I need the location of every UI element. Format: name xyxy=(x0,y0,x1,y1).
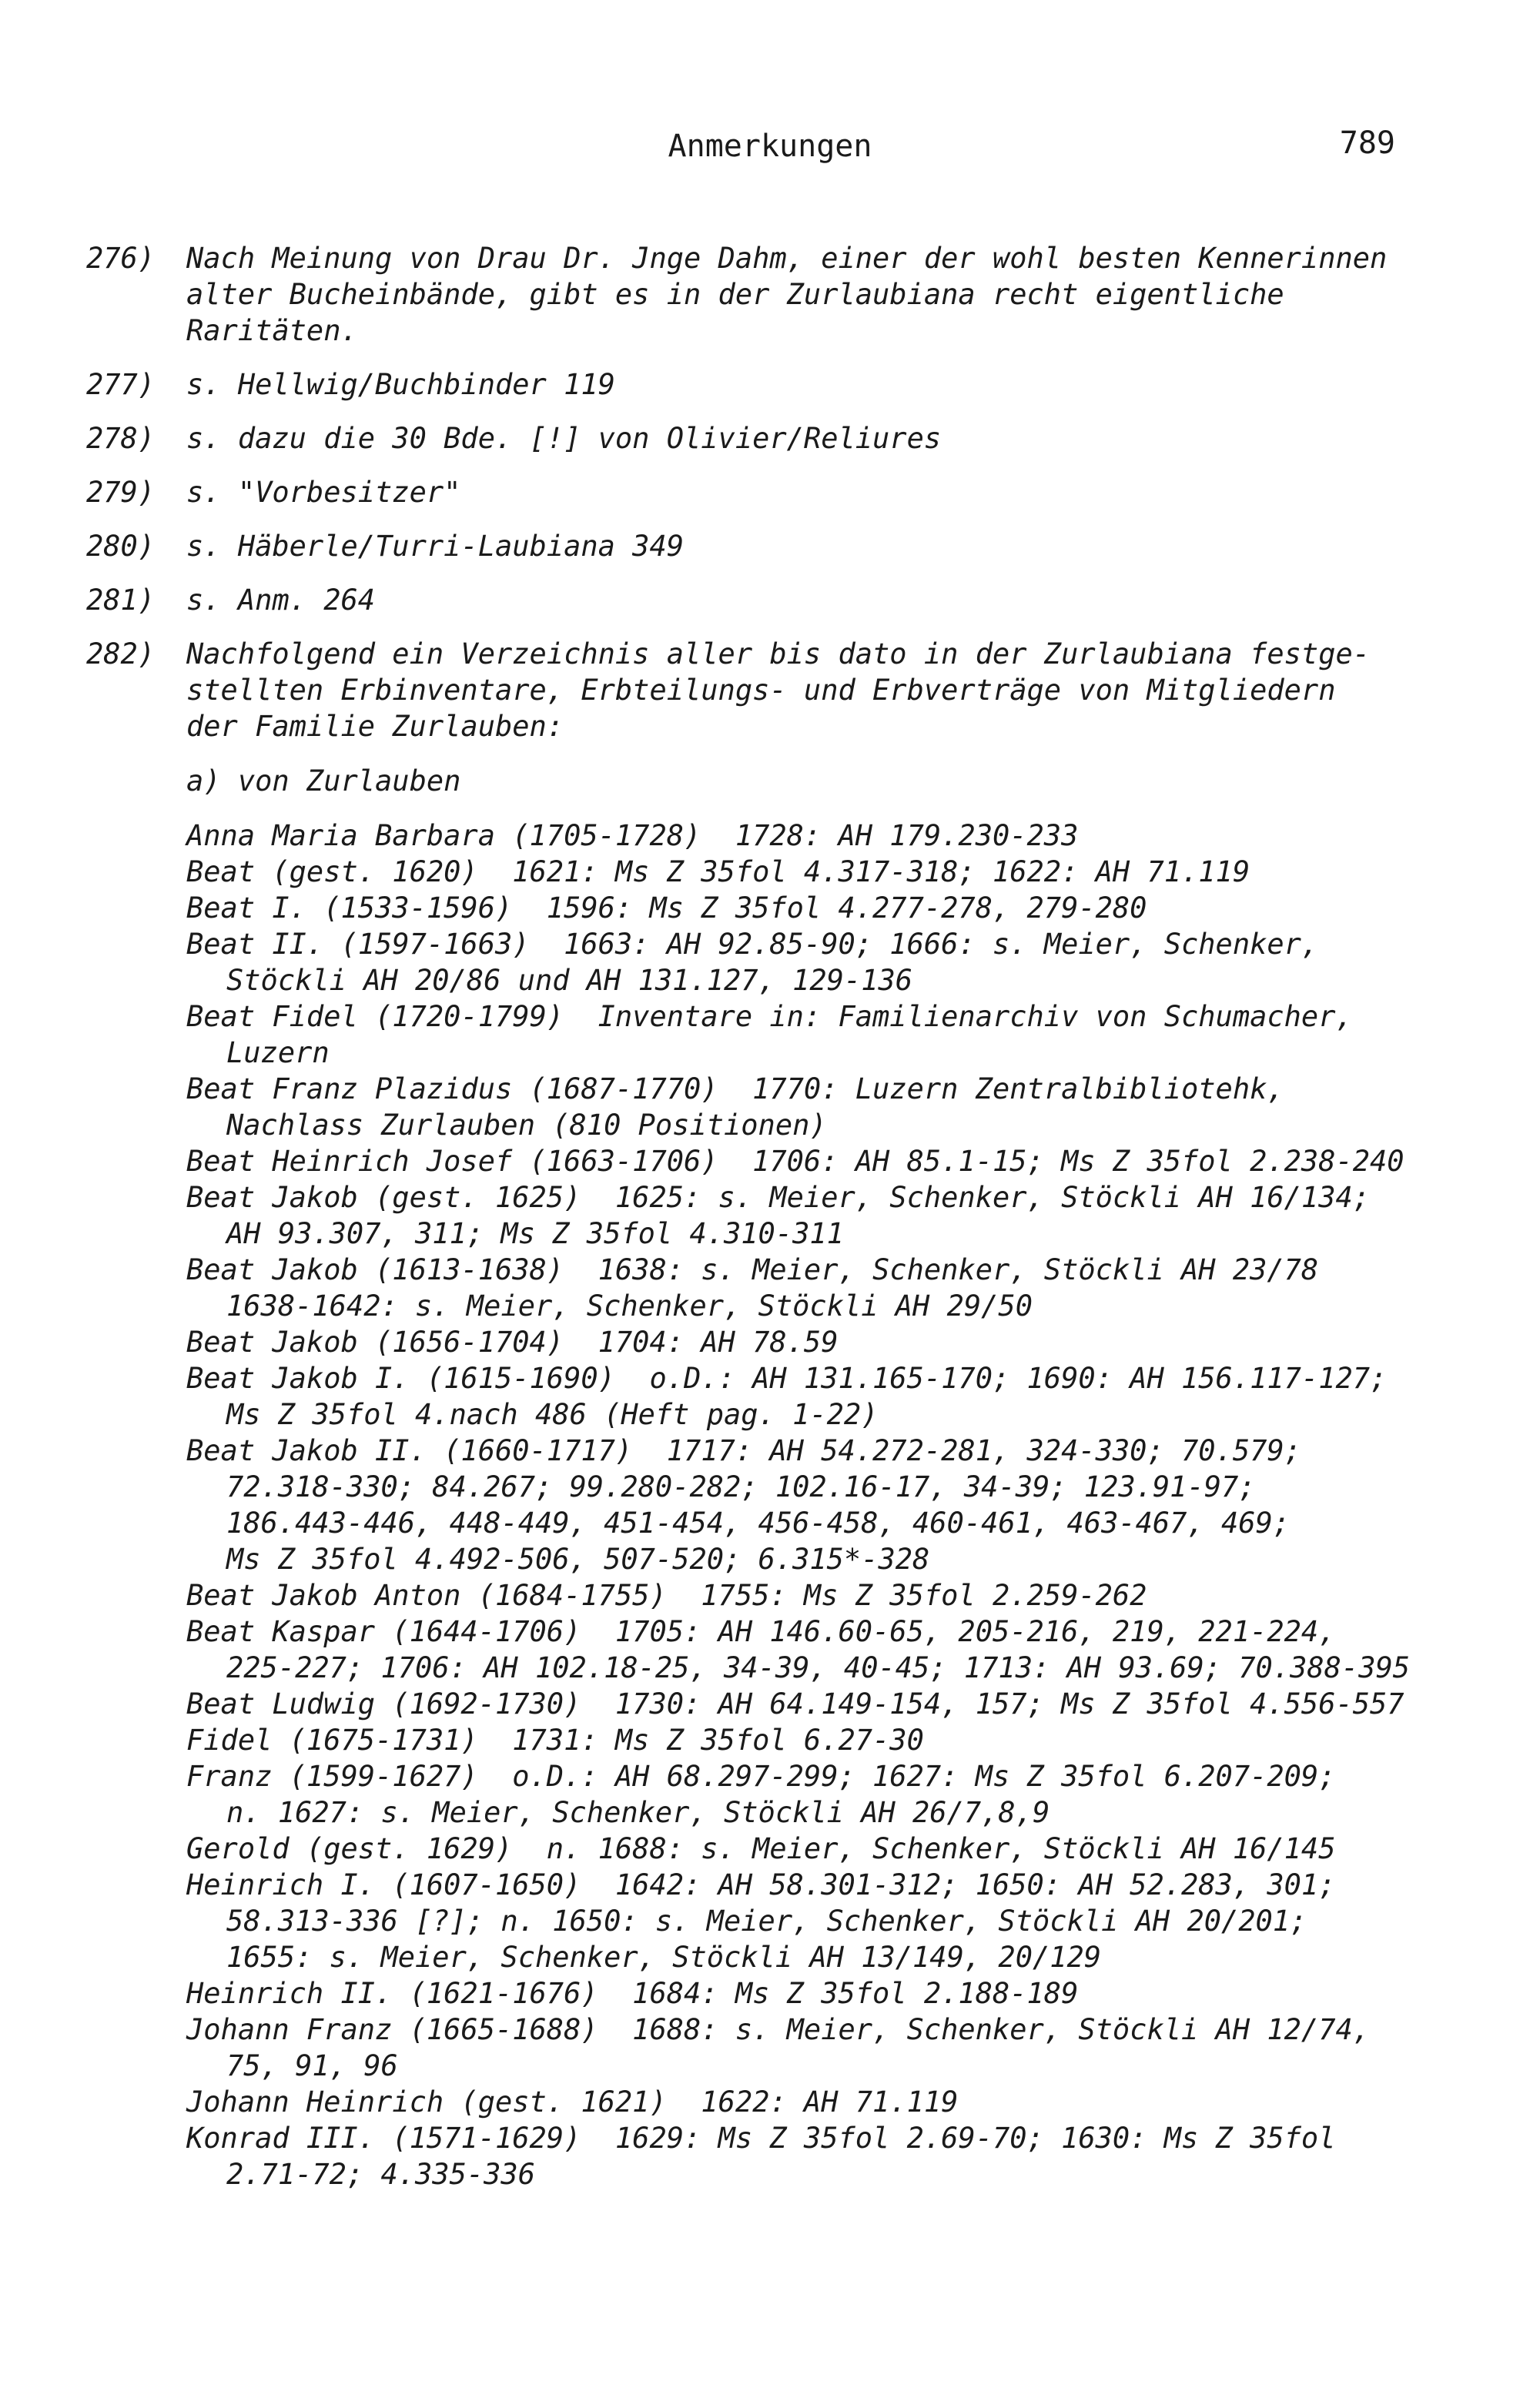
footnote-number: 282) xyxy=(86,637,156,671)
inventory-entry xyxy=(186,854,1434,890)
inventory-entry xyxy=(186,1614,1434,1686)
entry-continuation-line: 186.443-446, 448-449, 451-454, 456-458, 460-461, 463-467, 469; xyxy=(226,1507,1291,1540)
footnote-number: 278) xyxy=(86,422,156,455)
inventory-entry xyxy=(186,1686,1434,1722)
inventory-entry xyxy=(186,1071,1434,1143)
footnote-number: 280) xyxy=(86,530,156,563)
footnote-number: 277) xyxy=(86,368,156,401)
running-header: Anmerkungen xyxy=(668,129,872,164)
footnote xyxy=(0,582,1540,618)
inventory-entry xyxy=(186,1433,1434,1577)
entry-line: Johann Heinrich (gest. 1621) 1622: AH 71.119 xyxy=(186,2085,959,2119)
entry-continuation-line: 72.318-330; 84.267; 99.280-282; 102.16-17, 34-39; 123.91-97; xyxy=(226,1470,1256,1503)
footnote-line: s. Hellwig/Buchbinder 119 xyxy=(186,368,615,401)
section-subheading: a) von Zurlauben xyxy=(186,764,461,798)
entry-line: Gerold (gest. 1629) n. 1688: s. Meier, Schenker, Stöckli AH 16/145 xyxy=(186,1832,1336,1865)
footnote-line: Raritäten. xyxy=(186,314,358,347)
inventory-entry xyxy=(186,2120,1434,2192)
footnote-line: s. Anm. 264 xyxy=(186,584,376,617)
inventory-entry xyxy=(186,926,1434,998)
entry-continuation-line: 2.71-72; 4.335-336 xyxy=(226,2158,535,2191)
inventory-entry xyxy=(186,1722,1434,1758)
inventory-entry xyxy=(186,998,1434,1071)
footnote xyxy=(0,528,1540,564)
footnote-line: s. dazu die 30 Bde. [!] von Olivier/Reliures xyxy=(186,422,942,455)
inventory-entry xyxy=(186,1360,1434,1433)
footnote xyxy=(0,240,1540,349)
entry-line: Beat Franz Plazidus (1687-1770) 1770: Luzern Zentralbibliotehk, xyxy=(186,1072,1284,1105)
footnote-number: 276) xyxy=(86,242,156,275)
entry-line: Fidel (1675-1731) 1731: Ms Z 35fol 6.27-30 xyxy=(186,1724,924,1757)
entry-continuation-line: 75, 91, 96 xyxy=(226,2049,398,2082)
entry-continuation-line: AH 93.307, 311; Ms Z 35fol 4.310-311 xyxy=(226,1217,844,1250)
entry-continuation-line: Ms Z 35fol 4.492-506, 507-520; 6.315*-328 xyxy=(226,1543,930,1576)
entry-continuation-line: Stöckli AH 20/86 und AH 131.127, 129-136 xyxy=(226,964,913,997)
footnote xyxy=(0,636,1540,744)
inventory-list xyxy=(186,818,1434,2192)
footnote-line: Nachfolgend ein Verzeichnis aller bis dato in der Zurlaubiana festge- xyxy=(186,637,1371,671)
inventory-entry xyxy=(186,1975,1434,2012)
footnote-text xyxy=(186,474,1403,510)
entry-line: Johann Franz (1665-1688) 1688: s. Meier, Schenker, Stöckli AH 12/74, xyxy=(186,2013,1371,2046)
inventory-entry xyxy=(186,2012,1434,2084)
entry-line: Beat Ludwig (1692-1730) 1730: AH 64.149-154, 157; Ms Z 35fol 4.556-557 xyxy=(186,1687,1404,1721)
footnote-number: 281) xyxy=(86,584,156,617)
entry-line: Anna Maria Barbara (1705-1728) 1728: AH 179.230-233 xyxy=(186,819,1079,852)
entry-line: Konrad III. (1571-1629) 1629: Ms Z 35fol 2.69-70; 1630: Ms Z 35fol xyxy=(186,2122,1336,2155)
footnote-text xyxy=(186,366,1403,403)
entry-continuation-line: Nachlass Zurlauben (810 Positionen) xyxy=(226,1109,827,1142)
entry-line: Beat Heinrich Josef (1663-1706) 1706: AH 85.1-15; Ms Z 35fol 2.238-240 xyxy=(186,1145,1404,1178)
entry-continuation-line: 1638-1642: s. Meier, Schenker, Stöckli AH 29/50 xyxy=(226,1289,1033,1323)
entry-line: Heinrich II. (1621-1676) 1684: Ms Z 35fol 2.188-189 xyxy=(186,1977,1079,2010)
footnote-text xyxy=(186,420,1403,457)
footnote-text xyxy=(186,240,1403,349)
inventory-entry xyxy=(186,1758,1434,1831)
entry-line: Beat Jakob I. (1615-1690) o.D.: AH 131.165-170; 1690: AH 156.117-127; xyxy=(186,1362,1388,1395)
footnote xyxy=(0,420,1540,457)
entry-continuation-line: Luzern xyxy=(226,1036,330,1069)
inventory-entry xyxy=(186,1143,1434,1179)
entry-line: Beat I. (1533-1596) 1596: Ms Z 35fol 4.277-278, 279-280 xyxy=(186,891,1147,925)
footnote-number: 279) xyxy=(86,476,156,509)
footnote-line: s. "Vorbesitzer" xyxy=(186,476,461,509)
entry-line: Franz (1599-1627) o.D.: AH 68.297-299; 1627: Ms Z 35fol 6.207-209; xyxy=(186,1760,1336,1793)
page-number: 789 xyxy=(1339,125,1395,161)
inventory-entry xyxy=(186,1324,1434,1360)
entry-line: Beat Jakob Anton (1684-1755) 1755: Ms Z 35fol 2.259-262 xyxy=(186,1579,1147,1612)
inventory-entry xyxy=(186,1831,1434,1867)
footnote-line: stellten Erbinventare, Erbteilungs- und Erbverträge von Mitgliedern xyxy=(186,674,1336,707)
footnote-text xyxy=(186,528,1403,564)
entry-line: Beat Jakob (gest. 1625) 1625: s. Meier, Schenker, Stöckli AH 16/134; xyxy=(186,1181,1371,1214)
footnote-line: s. Häberle/Turri-Laubiana 349 xyxy=(186,530,685,563)
footnote-line: der Familie Zurlauben: xyxy=(186,710,564,743)
entry-continuation-line: 58.313-336 [?]; n. 1650: s. Meier, Schenker, Stöckli AH 20/201; xyxy=(226,1905,1307,1938)
entry-line: Beat (gest. 1620) 1621: Ms Z 35fol 4.317-318; 1622: AH 71.119 xyxy=(186,855,1250,888)
inventory-entry xyxy=(186,1179,1434,1252)
footnote-line: Nach Meinung von Drau Dr. Jnge Dahm, einer der wohl besten Kennerinnen xyxy=(186,242,1388,275)
entry-line: Beat Kaspar (1644-1706) 1705: AH 146.60-65, 205-216, 219, 221-224, xyxy=(186,1615,1336,1648)
inventory-entry xyxy=(186,1867,1434,1975)
footnote xyxy=(0,474,1540,510)
entry-line: Beat Jakob II. (1660-1717) 1717: AH 54.272-281, 324-330; 70.579; xyxy=(186,1434,1301,1467)
inventory-entry xyxy=(186,1577,1434,1614)
footnote-line: alter Bucheinbände, gibt es in der Zurlaubiana recht eigentliche xyxy=(186,278,1284,311)
footnote-text xyxy=(186,582,1403,618)
inventory-entry xyxy=(186,818,1434,854)
entry-line: Beat Jakob (1613-1638) 1638: s. Meier, Schenker, Stöckli AH 23/78 xyxy=(186,1253,1319,1286)
notes-list xyxy=(0,240,1540,2192)
entry-continuation-line: n. 1627: s. Meier, Schenker, Stöckli AH 26/7,8,9 xyxy=(226,1796,1050,1829)
entry-continuation-line: Ms Z 35fol 4.nach 486 (Heft pag. 1-22) xyxy=(226,1398,879,1431)
entry-line: Heinrich I. (1607-1650) 1642: AH 58.301-312; 1650: AH 52.283, 301; xyxy=(186,1868,1336,1901)
entry-line: Beat Jakob (1656-1704) 1704: AH 78.59 xyxy=(186,1326,839,1359)
entry-continuation-line: 225-227; 1706: AH 102.18-25, 34-39, 40-45; 1713: AH 93.69; 70.388-395 xyxy=(226,1651,1411,1684)
entry-line: Beat II. (1597-1663) 1663: AH 92.85-90; 1666: s. Meier, Schenker, xyxy=(186,928,1319,961)
entry-line: Beat Fidel (1720-1799) Inventare in: Familienarchiv von Schumacher, xyxy=(186,1000,1353,1033)
footnote-text xyxy=(186,636,1403,744)
inventory-entry xyxy=(186,1252,1434,1324)
inventory-entry xyxy=(186,890,1434,926)
entry-continuation-line: 1655: s. Meier, Schenker, Stöckli AH 13/149, 20/129 xyxy=(226,1941,1102,1974)
footnote xyxy=(0,366,1540,403)
inventory-entry xyxy=(186,2084,1434,2120)
